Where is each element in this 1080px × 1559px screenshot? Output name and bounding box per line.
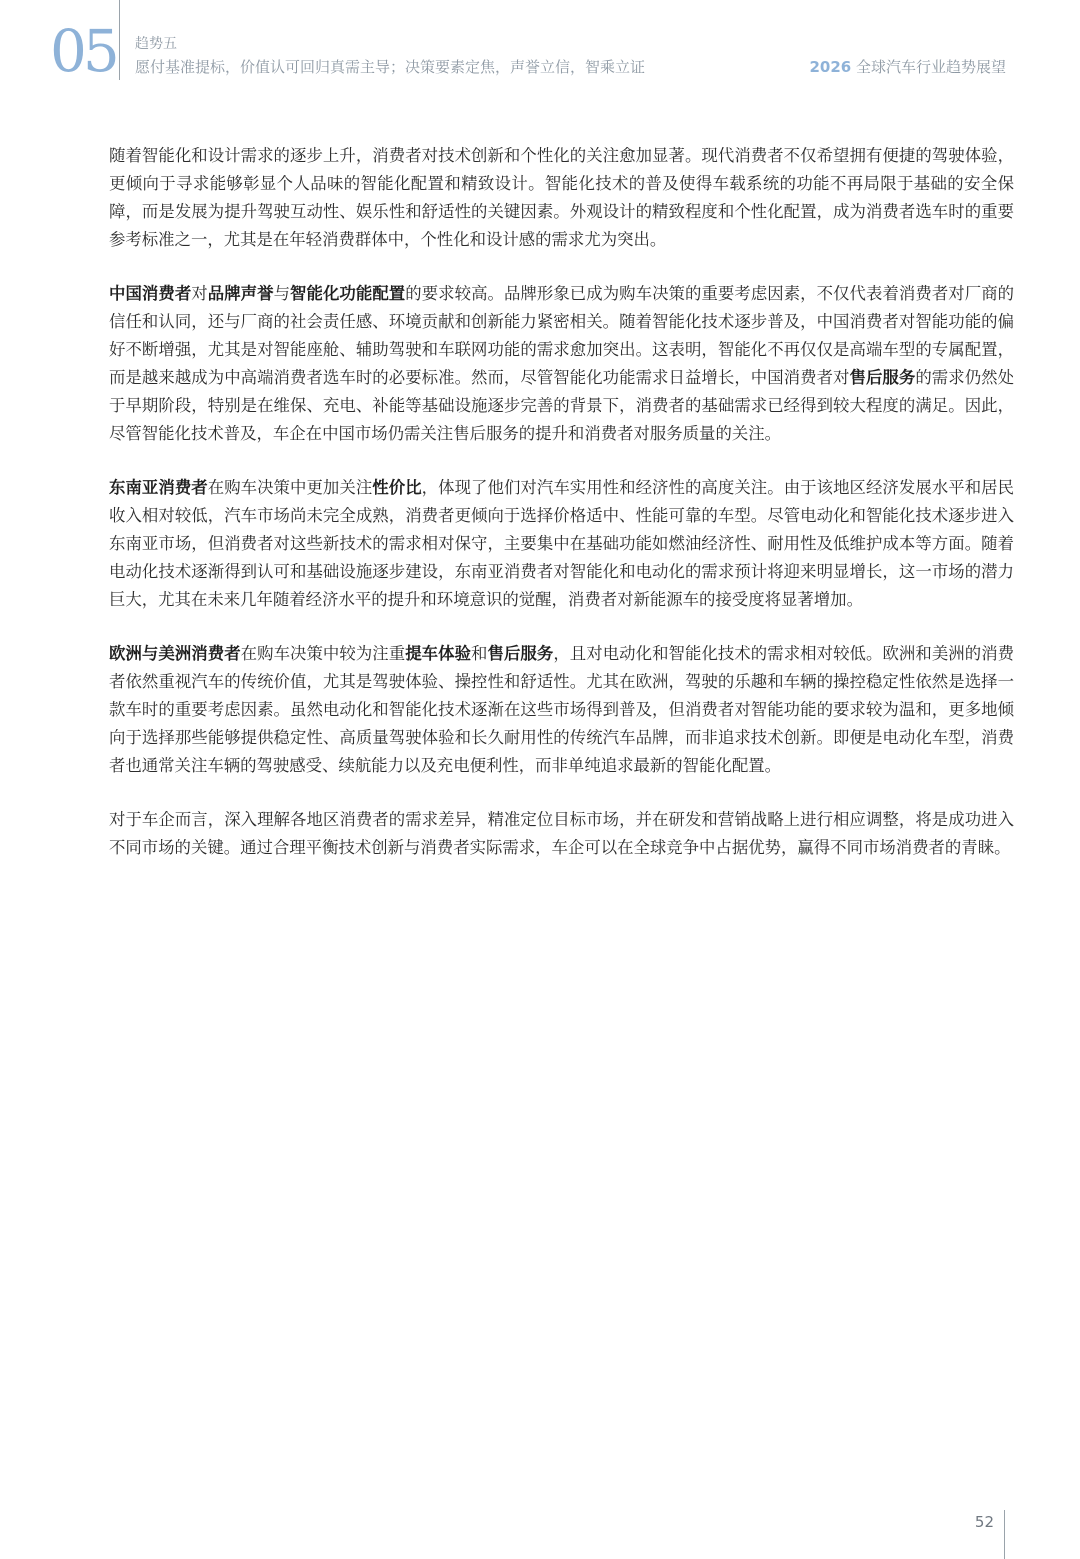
header-divider — [119, 0, 120, 80]
paragraph-text: 的要求较高。品牌形象已成为购车决策的重要考虑因素，不仅代表着消费者对厂商的信任和认同，还与厂商的社会责任感、环境贡献和创新能力紧密相关。随着智能化技术逐步普及，中国消费者对智能功能的偏好不断增强，尤其是对智能座舱、辅助驾驶和车联网功能的需求愈加突出。这表明，智能化不再仅仅是高端车型的专属配置，而是越来越成为中高端消费者选车时的必要标准。然而，尽管智能化功能需求日益增长，中国消费者对 — [109, 284, 1015, 387]
paragraph-text: 在购车决策中较为注重 — [240, 644, 406, 663]
chapter-label: 趋势五 — [135, 36, 177, 52]
chapter-subtitle: 愿付基准提标，价值认可回归真需主导；决策要素定焦，声誉立信，智乘立证 — [135, 58, 646, 76]
body-content — [109, 142, 1014, 888]
bold-term: 东南亚消费者 — [109, 478, 208, 497]
bold-term: 性价比 — [372, 478, 422, 497]
paragraph-southeast-asia-consumers — [109, 474, 1014, 614]
paragraph-text: ，且对电动化和智能化技术的需求相对较低。欧洲和美洲的消费者依然重视汽车的传统价值，尤其是驾驶体验、操控性和舒适性。尤其在欧洲，驾驶的乐趣和车辆的操控稳定性依然是选择一款车时的重要考虑因素。虽然电动化和智能化技术逐渐在这些市场得到普及，但消费者对智能功能的要求较为温和，更多地倾向于选择那些能够提供稳定性、高质量驾驶体验和长久耐用性的传统汽车品牌，而非追求技术创新。即便是电动化车型，消费者也通常关注车辆的驾驶感受、续航能力以及充电便利性，而非单纯追求最新的智能化配置。 — [109, 644, 1015, 775]
page-number: 52 — [974, 1513, 994, 1531]
chapter-number: 05 — [50, 17, 116, 85]
paragraph-text: 和 — [471, 644, 488, 663]
bold-term: 提车体验 — [405, 644, 472, 663]
bold-term: 品牌声誉 — [207, 284, 274, 303]
paragraph-text: 的需求仍然处于早期阶段，特别是在维保、充电、补能等基础设施逐步完善的背景下，消费者的基础需求已经得到较大程度的满足。因此，尽管智能化技术普及，车企在中国市场仍需关注售后服务的提升和消费者对服务质量的关注。 — [109, 368, 1015, 443]
bold-term: 智能化功能配置 — [290, 284, 406, 303]
paragraph-design-trend — [109, 142, 1014, 254]
bold-term: 售后服务 — [849, 368, 916, 387]
bold-term: 中国消费者 — [109, 284, 192, 303]
report-title-text: 全球汽车行业趋势展望 — [855, 58, 1006, 76]
footer-divider — [1004, 1510, 1005, 1559]
bold-term: 售后服务 — [487, 644, 554, 663]
page-header — [0, 0, 1080, 90]
paragraph-text: ，体现了他们对汽车实用性和经济性的高度关注。由于该地区经济发展水平和居民收入相对较低，汽车市场尚未完全成熟，消费者更倾向于选择价格适中、性能可靠的车型。尽管电动化和智能化技术逐步进入东南亚市场，但消费者对这些新技术的需求相对保守，主要集中在基础功能如燃油经济性、耐用性及低维护成本等方面。随着电动化技术逐渐得到认可和基础设施逐步建设，东南亚消费者对智能化和电动化的需求预计将迎来明显增长，这一市场的潜力巨大，尤其在未来几年随着经济水平的提升和环境意识的觉醒，消费者对新能源车的接受度将显著增加。 — [109, 478, 1015, 609]
paragraph-europe-america-consumers — [109, 640, 1014, 780]
paragraph-text: 对 — [191, 284, 208, 303]
paragraph-conclusion — [109, 806, 1014, 862]
report-year: 2026 — [809, 58, 852, 76]
paragraph-text: 在购车决策中更加关注 — [207, 478, 373, 497]
bold-term: 欧洲与美洲消费者 — [109, 644, 241, 663]
report-title — [809, 56, 1006, 78]
paragraph-text: 随着智能化和设计需求的逐步上升，消费者对技术创新和个性化的关注愈加显著。现代消费者不仅希望拥有便捷的驾驶体验，更倾向于寻求能够彰显个人品味的智能化配置和精致设计。智能化技术的普及使得车载系统的功能不再局限于基础的安全保障，而是发展为提升驾驶互动性、娱乐性和舒适性的关键因素。外观设计的精致程度和个性化配置，成为消费者选车时的重要参考标准之一，尤其是在年轻消费群体中，个性化和设计感的需求尤为突出。 — [109, 146, 1014, 249]
paragraph-china-consumers — [109, 280, 1014, 448]
paragraph-text: 与 — [273, 284, 291, 303]
paragraph-text: 对于车企而言，深入理解各地区消费者的需求差异，精准定位目标市场，并在研发和营销战略上进行相应调整，将是成功进入不同市场的关键。通过合理平衡技术创新与消费者实际需求，车企可以在全球竞争中占据优势，赢得不同市场消费者的青睐。 — [109, 810, 1014, 857]
